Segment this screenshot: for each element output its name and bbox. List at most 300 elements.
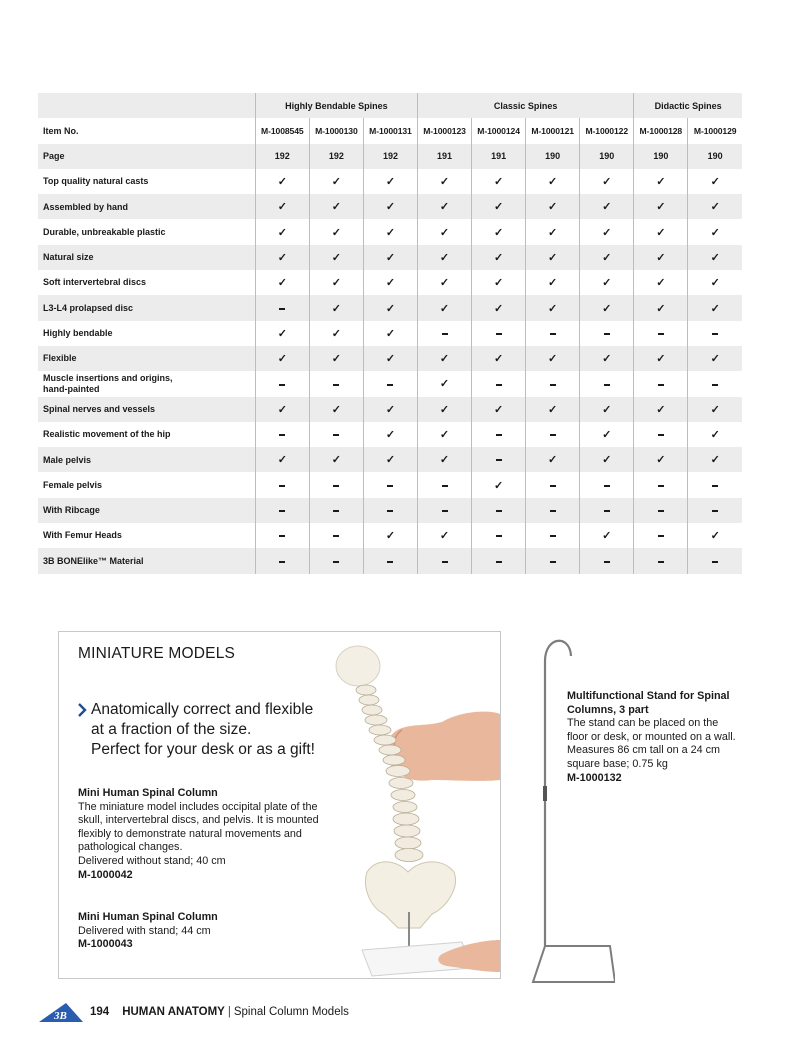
feature-value-cell (472, 295, 526, 320)
feature-value-cell (580, 194, 634, 219)
feature-value-cell (580, 295, 634, 320)
stand-code: M-1000132 (567, 771, 622, 784)
dash-icon (604, 384, 610, 386)
feature-value-cell (255, 472, 309, 497)
feature-label (38, 371, 255, 396)
feature-value-cell (526, 169, 580, 194)
check-icon: ✓ (548, 353, 558, 366)
dash-icon (550, 485, 556, 487)
dash-icon (604, 485, 610, 487)
product-description-line: The miniature model includes occipital plate of the (78, 800, 318, 813)
feature-value-cell (363, 194, 417, 219)
feature-value-cell (688, 498, 742, 523)
feature-value-cell (418, 346, 472, 371)
feature-row (38, 498, 742, 523)
check-icon: ✓ (493, 226, 504, 239)
feature-row (38, 245, 742, 270)
feature-value-cell (580, 270, 634, 295)
header-blank-cell (38, 93, 255, 118)
feature-label (38, 270, 255, 295)
page-cell: 190 (634, 144, 688, 169)
feature-value-cell (688, 371, 742, 396)
feature-row (38, 523, 742, 548)
feature-label (38, 523, 255, 548)
check-icon: ✓ (602, 403, 612, 416)
check-icon: ✓ (385, 530, 396, 543)
dash-icon (333, 434, 339, 436)
check-icon: ✓ (710, 454, 720, 467)
feature-value-cell (418, 523, 472, 548)
feature-value-cell (255, 219, 309, 244)
spinal-stand-photo (525, 626, 615, 986)
svg-text:3B: 3B (54, 1010, 67, 1022)
check-icon: ✓ (385, 277, 396, 290)
check-icon: ✓ (602, 226, 612, 239)
dash-icon (387, 485, 393, 487)
subsection-title: Spinal Column Models (233, 1006, 349, 1018)
product-mini-spine-with-stand (78, 911, 338, 952)
product-code: M-1000042 (78, 868, 133, 881)
feature-value-cell (472, 219, 526, 244)
feature-value-cell (363, 321, 417, 346)
dash-icon (604, 510, 610, 512)
item-number-cell: M-1000129 (688, 118, 742, 143)
check-icon: ✓ (385, 226, 396, 239)
feature-value-cell (309, 270, 363, 295)
feature-value-cell (309, 371, 363, 396)
feature-label-text: Soft intervertebral discs (43, 277, 147, 288)
check-icon: ✓ (493, 176, 504, 189)
dash-icon (496, 434, 502, 436)
check-icon: ✓ (439, 176, 450, 189)
feature-value-cell (688, 245, 742, 270)
check-icon: ✓ (656, 176, 666, 189)
dash-icon (442, 510, 448, 512)
check-icon: ✓ (493, 302, 504, 315)
check-icon: ✓ (439, 403, 450, 416)
page-row (38, 144, 742, 169)
check-icon: ✓ (602, 454, 612, 467)
feature-value-cell (526, 245, 580, 270)
feature-value-cell (634, 447, 688, 472)
feature-value-cell (255, 346, 309, 371)
stand-description-line: The stand can be placed on the (567, 717, 719, 730)
dash-icon (442, 561, 448, 563)
check-icon: ✓ (710, 201, 720, 214)
product-name: Mini Human Spinal Column (78, 911, 218, 923)
tagline-line: at a fraction of the size. (91, 721, 252, 738)
feature-label-text: With Femur Heads (43, 530, 122, 541)
feature-label (38, 194, 255, 219)
feature-value-cell (309, 245, 363, 270)
feature-label (38, 295, 255, 320)
feature-value-cell (580, 346, 634, 371)
feature-value-cell (363, 295, 417, 320)
row-label: Page (38, 144, 255, 169)
product-detail: Delivered without stand; 40 cm (78, 854, 226, 867)
feature-value-cell (255, 447, 309, 472)
feature-value-cell (688, 169, 742, 194)
feature-value-cell (472, 194, 526, 219)
check-icon: ✓ (331, 176, 341, 189)
check-icon: ✓ (656, 302, 666, 315)
feature-value-cell (634, 422, 688, 447)
dash-icon (658, 561, 664, 563)
check-icon: ✓ (277, 176, 287, 189)
feature-value-cell (580, 447, 634, 472)
feature-value-cell (526, 422, 580, 447)
feature-value-cell (309, 219, 363, 244)
feature-value-cell (363, 169, 417, 194)
item-number-cell: M-1000123 (418, 118, 472, 143)
check-icon: ✓ (656, 454, 666, 467)
feature-value-cell (363, 523, 417, 548)
feature-label-text: 3B BONElike™ Material (43, 555, 144, 566)
check-icon: ✓ (602, 201, 612, 214)
check-icon: ✓ (548, 403, 558, 416)
item-number-cell: M-1000124 (472, 118, 526, 143)
dash-icon (550, 384, 556, 386)
check-icon: ✓ (493, 403, 504, 416)
check-icon: ✓ (493, 479, 504, 492)
feature-value-cell (580, 498, 634, 523)
feature-value-cell (255, 194, 309, 219)
dash-icon (712, 561, 718, 563)
feature-value-cell (309, 447, 363, 472)
feature-value-cell (255, 321, 309, 346)
check-icon: ✓ (548, 251, 558, 264)
feature-value-cell (526, 219, 580, 244)
item-number-cell: M-1000121 (526, 118, 580, 143)
feature-value-cell (363, 447, 417, 472)
check-icon: ✓ (493, 201, 504, 214)
feature-value-cell (363, 548, 417, 573)
check-icon: ✓ (602, 251, 612, 264)
product-code: M-1000043 (78, 938, 133, 951)
check-icon: ✓ (710, 251, 720, 264)
item-number-row (38, 118, 742, 143)
check-icon: ✓ (385, 201, 396, 214)
check-icon: ✓ (548, 201, 558, 214)
dash-icon (496, 535, 502, 537)
check-icon: ✓ (331, 201, 341, 214)
feature-label-text: Durable, unbreakable plastic (43, 226, 166, 237)
feature-value-cell (580, 169, 634, 194)
feature-row (38, 169, 742, 194)
check-icon: ✓ (385, 302, 396, 315)
dash-icon (333, 561, 339, 563)
feature-value-cell (526, 371, 580, 396)
check-icon: ✓ (548, 277, 558, 290)
feature-value-cell (255, 397, 309, 422)
dash-icon (550, 333, 556, 335)
feature-value-cell (634, 270, 688, 295)
feature-value-cell (418, 245, 472, 270)
feature-value-cell (472, 472, 526, 497)
check-icon: ✓ (331, 454, 341, 467)
feature-label-text: Female pelvis (43, 479, 103, 490)
check-icon: ✓ (439, 277, 450, 290)
check-icon: ✓ (656, 353, 666, 366)
feature-value-cell (634, 523, 688, 548)
check-icon: ✓ (277, 327, 287, 340)
feature-value-cell (363, 422, 417, 447)
feature-value-cell (634, 548, 688, 573)
check-icon: ✓ (439, 251, 450, 264)
feature-value-cell (472, 523, 526, 548)
page-cell: 192 (363, 144, 417, 169)
feature-label (38, 548, 255, 573)
feature-value-cell (688, 548, 742, 573)
feature-value-cell (688, 523, 742, 548)
check-icon: ✓ (331, 403, 341, 416)
page-cell: 192 (309, 144, 363, 169)
dash-icon (550, 434, 556, 436)
dash-icon (442, 485, 448, 487)
product-name: Mini Human Spinal Column (78, 787, 218, 799)
feature-row (38, 295, 742, 320)
product-description-line: pathological changes. (78, 841, 183, 854)
check-icon: ✓ (385, 429, 396, 441)
feature-value-cell (634, 371, 688, 396)
dash-icon (333, 535, 339, 537)
item-number-cell: M-1000131 (363, 118, 417, 143)
feature-label-text: Top quality natural casts (43, 176, 149, 187)
feature-value-cell (580, 245, 634, 270)
feature-value-cell (688, 346, 742, 371)
feature-value-cell (418, 371, 472, 396)
feature-value-cell (309, 472, 363, 497)
feature-row (38, 270, 742, 295)
check-icon: ✓ (602, 277, 612, 290)
feature-row (38, 472, 742, 497)
dash-icon (442, 333, 448, 335)
feature-row (38, 447, 742, 472)
feature-value-cell (526, 397, 580, 422)
feature-label (38, 472, 255, 497)
check-icon: ✓ (602, 353, 612, 366)
feature-row (38, 194, 742, 219)
page-cell: 190 (580, 144, 634, 169)
miniature-tagline (91, 700, 315, 760)
check-icon: ✓ (548, 176, 558, 189)
check-icon: ✓ (277, 277, 287, 290)
check-icon: ✓ (439, 201, 450, 214)
feature-value-cell (634, 397, 688, 422)
check-icon: ✓ (493, 277, 504, 290)
feature-value-cell (634, 346, 688, 371)
feature-value-cell (418, 447, 472, 472)
feature-value-cell (363, 498, 417, 523)
feature-value-cell (255, 548, 309, 573)
check-icon: ✓ (602, 530, 612, 543)
check-icon: ✓ (439, 530, 450, 543)
group-header-row (38, 93, 742, 118)
feature-value-cell (363, 472, 417, 497)
feature-value-cell (526, 194, 580, 219)
dash-icon (496, 561, 502, 563)
comparison-table (38, 93, 742, 574)
check-icon: ✓ (277, 251, 287, 264)
check-icon: ✓ (439, 378, 450, 391)
feature-value-cell (309, 498, 363, 523)
feature-value-cell (309, 346, 363, 371)
check-icon: ✓ (277, 403, 287, 416)
feature-value-cell (526, 498, 580, 523)
dash-icon (658, 510, 664, 512)
group-header-didactic: Didactic Spines (634, 93, 742, 118)
feature-value-cell (634, 194, 688, 219)
feature-value-cell (418, 219, 472, 244)
feature-label-line: Muscle insertions and origins, (43, 373, 173, 384)
check-icon: ✓ (385, 176, 396, 189)
feature-value-cell (363, 270, 417, 295)
group-header-highly-bendable: Highly Bendable Spines (255, 93, 417, 118)
check-icon: ✓ (277, 454, 287, 467)
feature-value-cell (580, 472, 634, 497)
page-cell: 192 (255, 144, 309, 169)
check-icon: ✓ (710, 176, 720, 189)
check-icon: ✓ (331, 302, 341, 315)
check-icon: ✓ (331, 226, 341, 239)
feature-value-cell (634, 472, 688, 497)
check-icon: ✓ (385, 251, 396, 264)
feature-value-cell (255, 169, 309, 194)
feature-label (38, 397, 255, 422)
dash-icon (712, 384, 718, 386)
dash-icon (387, 384, 393, 386)
feature-value-cell (309, 422, 363, 447)
dash-icon (279, 535, 285, 537)
dash-icon (496, 384, 502, 386)
feature-value-cell (634, 321, 688, 346)
feature-row (38, 422, 742, 447)
feature-value-cell (634, 295, 688, 320)
feature-value-cell (418, 321, 472, 346)
feature-value-cell (580, 371, 634, 396)
feature-label (38, 321, 255, 346)
feature-label-line: hand-painted (43, 383, 100, 394)
check-icon: ✓ (710, 353, 720, 366)
dash-icon (712, 510, 718, 512)
feature-value-cell (363, 245, 417, 270)
feature-value-cell (255, 523, 309, 548)
feature-label-text: With Ribcage (43, 505, 100, 516)
feature-value-cell (472, 422, 526, 447)
check-icon: ✓ (602, 176, 612, 189)
product-mini-spine-without-stand (78, 787, 338, 882)
feature-value-cell (472, 169, 526, 194)
feature-value-cell (472, 245, 526, 270)
stand-name-line: Multifunctional Stand for Spinal (567, 690, 730, 702)
feature-row (38, 321, 742, 346)
feature-value-cell (526, 270, 580, 295)
item-number-cell: M-1000130 (309, 118, 363, 143)
check-icon: ✓ (385, 403, 396, 416)
page-footer (38, 1001, 349, 1023)
feature-value-cell (688, 194, 742, 219)
feature-value-cell (418, 169, 472, 194)
feature-value-cell (309, 321, 363, 346)
feature-value-cell (418, 270, 472, 295)
feature-value-cell (255, 422, 309, 447)
feature-value-cell (688, 472, 742, 497)
feature-label-text: Highly bendable (43, 328, 113, 339)
feature-value-cell (526, 321, 580, 346)
dash-icon (279, 384, 285, 386)
feature-label (38, 447, 255, 472)
check-icon: ✓ (710, 530, 720, 543)
tagline-line: Anatomically correct and flexible (91, 701, 314, 718)
dash-icon (279, 561, 285, 563)
check-icon: ✓ (548, 302, 558, 315)
dash-icon (712, 485, 718, 487)
dash-icon (658, 384, 664, 386)
feature-value-cell (688, 295, 742, 320)
page-cell: 191 (418, 144, 472, 169)
check-icon: ✓ (385, 353, 396, 366)
feature-row (38, 371, 742, 396)
feature-value-cell (418, 397, 472, 422)
dash-icon (658, 485, 664, 487)
product-detail: Delivered with stand; 44 cm (78, 924, 211, 937)
check-icon: ✓ (710, 429, 720, 441)
dash-icon (550, 510, 556, 512)
feature-label-text: Realistic movement of the hip (43, 429, 171, 440)
feature-value-cell (418, 295, 472, 320)
check-icon: ✓ (602, 429, 612, 441)
feature-row (38, 397, 742, 422)
check-icon: ✓ (277, 353, 287, 366)
check-icon: ✓ (656, 277, 666, 290)
check-icon: ✓ (331, 277, 341, 290)
feature-value-cell (688, 422, 742, 447)
check-icon: ✓ (331, 327, 341, 340)
feature-value-cell (472, 548, 526, 573)
dash-icon (279, 434, 285, 436)
chevron-right-icon (76, 701, 90, 719)
check-icon: ✓ (656, 226, 666, 239)
dash-icon (387, 561, 393, 563)
dash-icon (496, 333, 502, 335)
feature-value-cell (580, 548, 634, 573)
feature-value-cell (363, 346, 417, 371)
dash-icon (604, 333, 610, 335)
feature-value-cell (309, 169, 363, 194)
feature-value-cell (472, 447, 526, 472)
dash-icon (658, 434, 664, 436)
3b-logo-icon (38, 1001, 84, 1023)
dash-icon (550, 561, 556, 563)
page-cell: 191 (472, 144, 526, 169)
check-icon: ✓ (602, 302, 612, 315)
check-icon: ✓ (277, 226, 287, 239)
feature-value-cell (255, 270, 309, 295)
feature-value-cell (309, 548, 363, 573)
feature-value-cell (418, 472, 472, 497)
tagline-line: Perfect for your desk or as a gift! (91, 741, 315, 758)
feature-value-cell (580, 219, 634, 244)
dash-icon (604, 561, 610, 563)
dash-icon (496, 459, 502, 461)
feature-value-cell (472, 270, 526, 295)
feature-value-cell (526, 548, 580, 573)
check-icon: ✓ (385, 454, 396, 467)
feature-label (38, 346, 255, 371)
feature-value-cell (688, 447, 742, 472)
feature-value-cell (255, 498, 309, 523)
check-icon: ✓ (710, 277, 720, 290)
